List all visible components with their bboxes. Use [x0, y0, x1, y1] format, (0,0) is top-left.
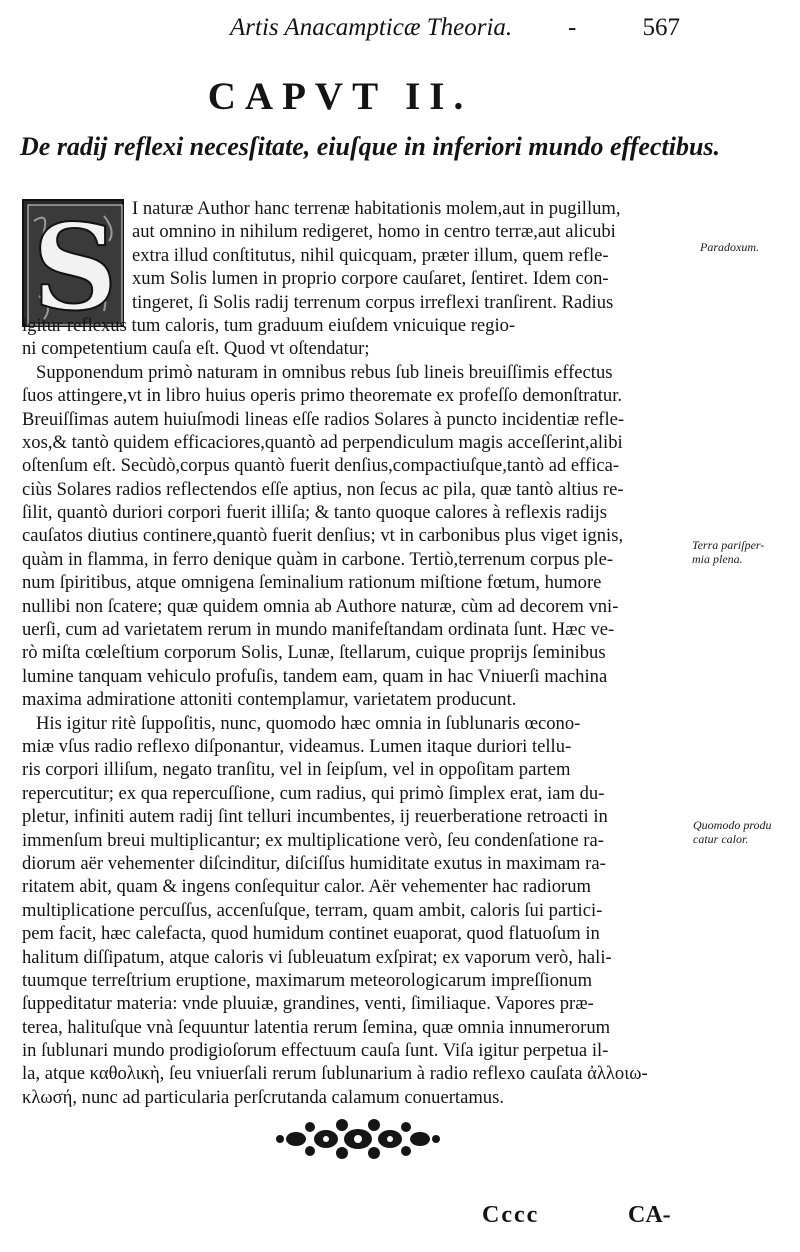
text-line: la, atque καθολικὴ, ſeu vniuerſali rerum ſublunarium à radio reflexo cauſata ἀλλοιω-	[22, 1063, 648, 1085]
text-line: His igitur ritè ſuppoſitis, nunc, quomodo hæc omnia in ſublunaris œcono-	[36, 712, 581, 734]
paragraph-2	[22, 361, 682, 712]
text-line: ritatem abit, quam & ingens conſequitur calor. Aër vehementer hac radiorum	[22, 876, 591, 898]
text-line: tuumque terreſtrium eruptione, maximarum meteorologicarum impreſſionum	[22, 969, 593, 991]
text-line: lumine tanquam vehiculo profuſis, tandem eam, quam in hac Vniuerſi machina	[22, 665, 608, 687]
marginal-note-3: Quomodo produ catur calor.	[693, 818, 772, 846]
signature-mark: Cccc	[482, 1202, 540, 1228]
main-text	[22, 197, 682, 1109]
text-line: maxima admiratione attoniti contemplamur, varietatem producunt.	[22, 689, 517, 711]
text-line: ſuos attingere,vt in libro huius operis primo theoremate ex profeſſo demonſtratur.	[22, 385, 623, 407]
paragraph-1	[22, 197, 682, 361]
text-line: igitur reflexus tum caloris, tum graduum eiuſdem vnicuique regio-	[22, 314, 516, 336]
text-line: diorum aër vehementer diſcinditur, diſciſſus humiditate exutus in maximam ra-	[22, 852, 606, 874]
text-line: halitum diſſipatum, atque caloris vi ſubleuatum exſpirat; ex vaporum verò, hali-	[22, 946, 612, 968]
drop-cap-letter: S	[32, 201, 118, 329]
paragraph-3	[22, 712, 682, 1110]
text-line: xum Solis lumen in proprio corpore cauſaret, ſentiret. Idem con-	[132, 268, 609, 290]
text-line: ni competentium cauſa eſt. Quod vt oſtendatur;	[22, 338, 370, 360]
text-line: κλωσή, nunc ad particularia perſcrutanda calamum conuertamus.	[22, 1086, 504, 1108]
text-line: oſtenſum eſt. Secùdò,corpus quantò fuerit denſius,compactiuſque,tantò ad effica-	[22, 455, 620, 477]
text-line: ſilit, quantò duriori corpori fuerit illiſa; & tanto quoque calores à reflexis radijs	[22, 502, 608, 524]
marginal-note-1: Paradoxum.	[700, 240, 759, 254]
text-line: rò miſta cœleſtium corporum Solis, Lunæ, ſtellarum, cuique proprijs ſeminibus	[22, 642, 606, 664]
text-line: repercutitur; ex qua repercuſſione, cum radius, qui primò ſimplex erat, iam du-	[22, 782, 605, 804]
running-head-dash: -	[568, 14, 577, 41]
text-line: quàm in flamma, in ferro denique quàm in carbone. Tertiò,terrenum corpus ple-	[22, 548, 614, 570]
text-line: nullibi non ſcatere; quæ quidem omnia ab Authore naturæ, cùm ad decorem vni-	[22, 595, 619, 617]
text-line: ſuppeditatur materia: vnde pluuiæ, grandines, venti, ſimiliaque. Vapores præ-	[22, 993, 594, 1015]
text-line: terea, halituſque vnà ſequuntur latentia rerum ſemina, quæ omnia innumerorum	[22, 1016, 611, 1038]
text-line: aut omnino in nihilum redigeret, homo in centro terræ,aut alicubi	[132, 221, 616, 243]
text-line: ris corpori illiſum, negato tranſitu, vel in ſeipſum, vel in oppoſitam partem	[22, 759, 571, 781]
text-line: miæ vſus radio reflexo diſponantur, videamus. Lumen itaque duriori tellu-	[22, 735, 572, 757]
text-line: extra illud conſtitutus, nihil quicquam, præter illum, quem refle-	[132, 244, 609, 266]
text-line: multiplicatione percuſſus, accenſuſque, terram, quam ambit, caloris ſui partici-	[22, 899, 603, 921]
text-line: I naturæ Author hanc terrenæ habitationis molem,aut in pugillum,	[132, 198, 621, 219]
catchword: CA-	[628, 1202, 671, 1228]
text-line: tingeret, ſi Solis radij terrenum corpus irreflexi tranſirent. Radius	[132, 291, 614, 313]
text-line: num ſpiritibus, atque omnigena ſeminalium rationum miſtione fœtum, humore	[22, 572, 602, 594]
text-line: xos,& tantò quidem efficaciores,quantò ad perpendiculum magis acceſſerint,alibi	[22, 431, 623, 453]
text-line: uerſi, cum ad varietatem rerum in mundo manifeſtandam ordinata ſunt. Hæc ve-	[22, 619, 615, 641]
text-line: in ſublunari mundo prodigioſorum effectuum cauſa ſunt. Viſa igitur perpetua il-	[22, 1040, 609, 1062]
marginal-note-2: Terra pariſper- mia plena.	[692, 538, 765, 566]
text-line: pletur, infiniti autem radij ſint telluri incumbentes, ij reuerberatione retroacti in	[22, 806, 608, 828]
chapter-title: CAPVT II.	[207, 75, 473, 118]
section-heading: De radij reflexi necesſitate, eiuſque in inferiori mundo effectibus.	[20, 132, 721, 161]
page-number: 567	[642, 14, 680, 41]
text-line: immenſum breui multiplicantur; ex multiplicatione verò, ſeu condenſatione ra-	[22, 829, 604, 851]
text-line: pem facit, hæc calefacta, quod humidum continet euaporat, quod flatuoſum in	[22, 923, 600, 945]
running-head	[230, 14, 680, 48]
text-line: Breuiſſimas autem huiuſmodi lineas eſſe radios Solares à puncto incidentiæ refle-	[22, 408, 625, 430]
running-head-title: Artis Anacampticæ Theoria.	[230, 14, 513, 41]
text-line: cauſatos diutius continere,quantò fuerit denſius; vt in carbonibus plus viget ignis,	[22, 525, 624, 547]
text-line: ciùs Solares radios reflectendos eſſe aptius, non ſecus ac pila, quæ tantò altius re-	[22, 478, 624, 500]
text-line: Supponendum primò naturam in omnibus rebus ſub lineis breuiſſimis effectus	[36, 361, 613, 383]
printers-ornament-icon	[274, 1113, 442, 1165]
